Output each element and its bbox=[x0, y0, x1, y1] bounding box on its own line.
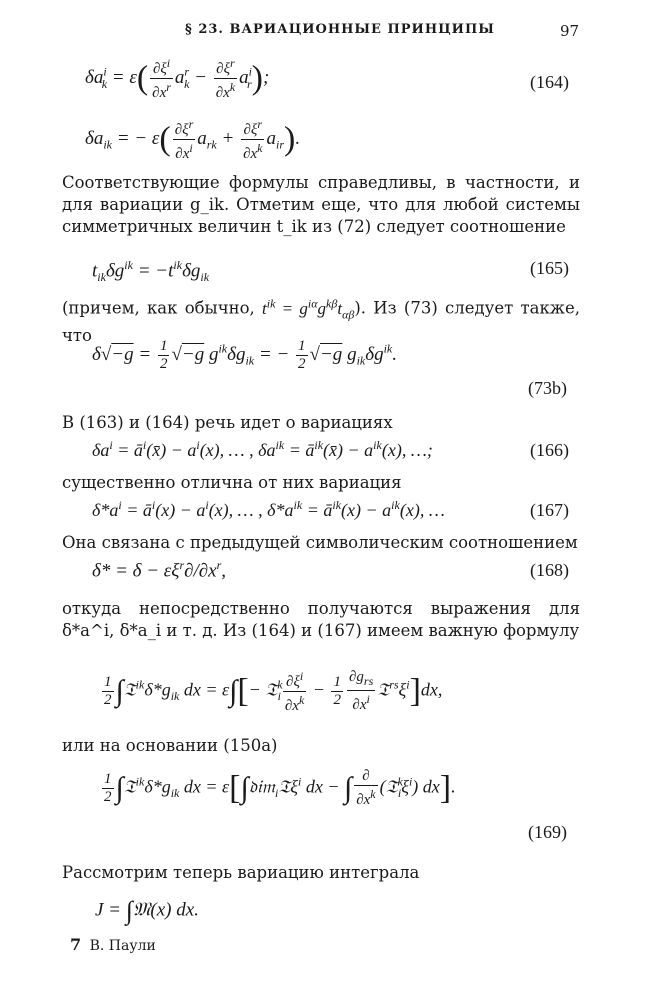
equation-169: $\frac{1}{2}$ $\int 𝔗^{ik}\delta*g_{ik}$ dx = ε[∫𝔡𝔦𝔪$_i$𝔗ξ$^i$ dx − ∫ $\frac{\partial}{\partial x^k}$ $(𝔗^k_i\xi^i)$ dx]. bbox=[104, 768, 456, 808]
equation-168-number: (168) bbox=[530, 560, 569, 580]
running-header: § 23. ВАРИАЦИОННЫЕ ПРИНЦИПЫ bbox=[185, 22, 495, 37]
equation-integral-1: $\frac{1}{2}$ $\int 𝔗^{ik}\delta*g_{ik}$ dx = ε∫[− 𝔗$^k_i$ $\frac{\partial\xi^i}{\partial x^k}$ − $\frac{1}{2}$ $\frac{\partial g_{rs}}{\partial x^i}$ $𝔗^{rs}\xi^i]dx$, bbox=[104, 669, 443, 714]
paragraph-basis: или на основании (150a) bbox=[62, 736, 278, 755]
equation-167-number: (167) bbox=[530, 500, 569, 520]
paragraph-integral-variation: Рассмотрим теперь вариацию интеграла bbox=[62, 863, 420, 882]
signature-number: 7 bbox=[70, 935, 82, 954]
page-number: 97 bbox=[560, 22, 580, 40]
equation-166-number: (166) bbox=[530, 440, 569, 460]
equation-73b-number: (73b) bbox=[528, 378, 567, 398]
equation-integral-J: J = ∫𝔐(x) dx. bbox=[95, 896, 199, 925]
inline-formula-tik: $t^{ik} = g^{i\alpha}g^{k\beta}t_{\alpha\beta}$ bbox=[262, 296, 355, 322]
paragraph-symbolic-relation: Она связана с предыдущей символическим соотношением bbox=[62, 533, 578, 552]
paragraph-other-variation: существенно отлична от них вариация bbox=[62, 473, 402, 492]
equation-165: $t_{ik}\delta g^{ik} = -t^{ik}\delta g_{ik}$ bbox=[92, 258, 210, 285]
signature-name: В. Паули bbox=[89, 938, 156, 954]
equation-166: $\delta a^i$ = $ā^i(x̄) - a^i(x)$, … , $\delta a^{ik}$ = $ā^{ik}(x̄) - a^{ik}(x)$, …; bbox=[92, 438, 433, 460]
equation-73b: δ√−g = $\frac{1}{2}$ √−g $g^{ik}\delta g_{ik}$ = − $\frac{1}{2}$ √−g $g_{ik}\delta g^{ik}$. bbox=[92, 338, 397, 372]
equation-164-line2: $\delta a_{ik}$ = − ε( $\frac{\partial\xi^r}{\partial x^i}$ $a_{rk}$ + $\frac{\partial\xi^r}{\partial x^k}$ $a_{ir}$). bbox=[85, 117, 301, 162]
paragraph-important-formula: откуда непосредственно получаются выражения для δ*a^i, δ*a_i и т. д. Из (164) и (167) имеем важную формулу bbox=[62, 599, 580, 640]
paragraph-variations: В (163) и (164) речь идет о вариациях bbox=[62, 413, 393, 432]
equation-167: $\delta*a^i$ = $ā^i(x) - a^i(x)$, … , $\delta*a^{ik}$ = $ā^{ik}(x) - a^{ik}(x)$, … bbox=[92, 498, 445, 520]
paragraph-note-end: ). Из (73) следует также, что bbox=[62, 298, 580, 346]
equation-164-number: (164) bbox=[530, 72, 569, 92]
paragraph-variation-gik: Соответствующие формулы справедливы, в частности, и для вариации g_ik. Отметим еще, что для любой системы симметричных величин t_ik из (72) следует соотношение bbox=[62, 173, 580, 236]
equation-165-number: (165) bbox=[530, 258, 569, 278]
page-footer bbox=[70, 935, 156, 954]
paragraph-note-start: (причем, как обычно, bbox=[62, 298, 255, 318]
equation-169-number: (169) bbox=[528, 822, 567, 842]
equation-164-line1: $\delta a^i_k = \varepsilon$( $\frac{\partial\xi^i}{\partial x^r}$ $a^r_k$ − $\frac{\partial\xi^r}{\partial x^k}$ $a^i_r$); bbox=[85, 56, 270, 101]
equation-168: $\delta* = \delta - \varepsilon\xi^r\partial/\partial x^r$, bbox=[92, 558, 227, 582]
